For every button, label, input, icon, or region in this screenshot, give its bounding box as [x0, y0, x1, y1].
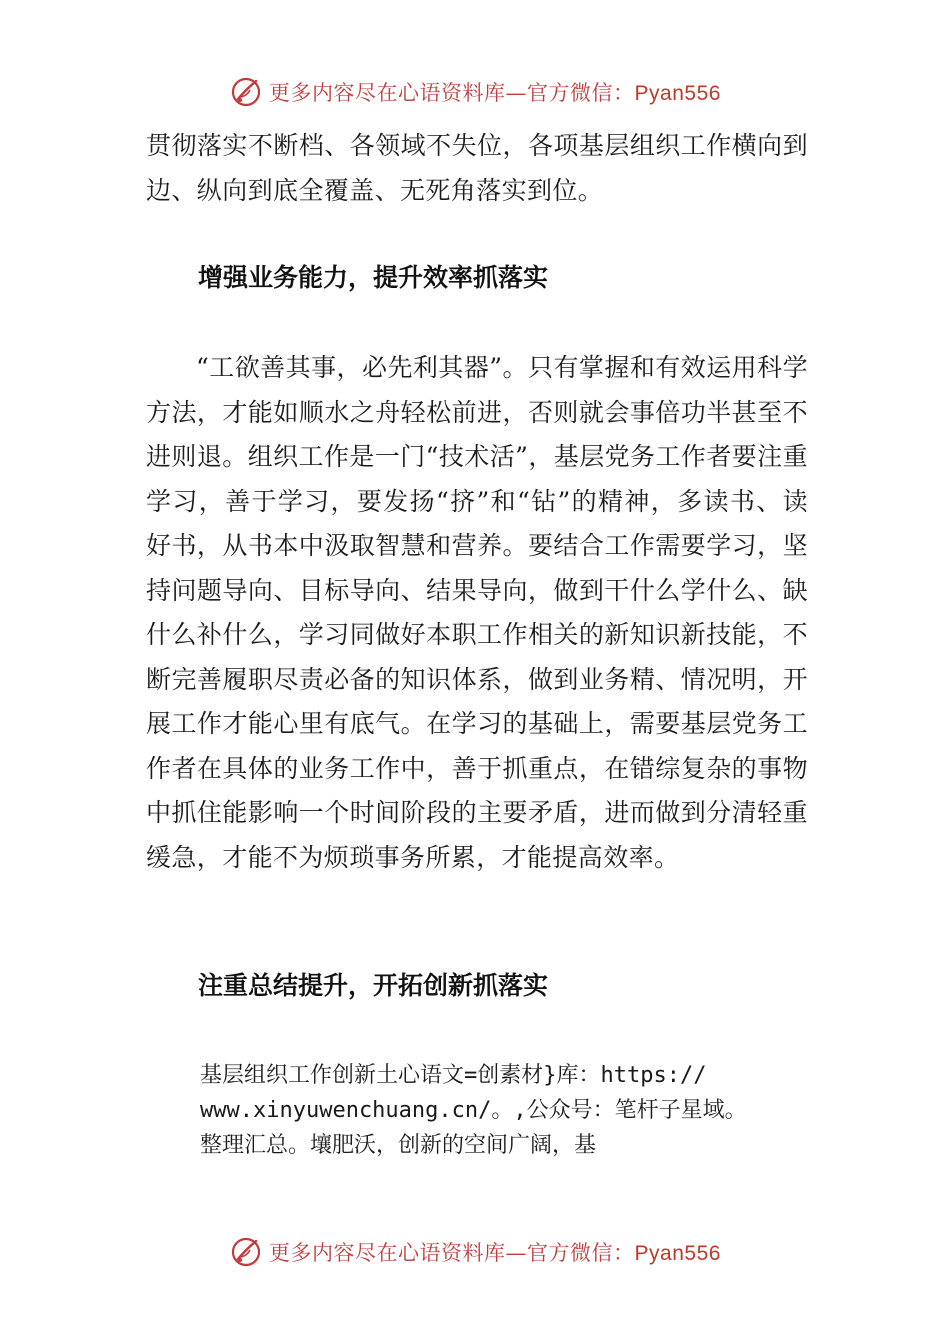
quill-swirl-icon [229, 75, 263, 109]
section-heading-capability: 增强业务能力，提升效率抓落实 [198, 263, 549, 292]
section-heading-innovation: 注重总结提升，开拓创新抓落实 [198, 971, 549, 1000]
paragraph-body: “工欲善其事，必先利其器”。只有掌握和有效运用科学方法，才能如顺水之舟轻松前进，否则就会事倍功半甚至不进则退。组织工作是一门“技术活”，基层党务工作者要注重学习，善于学习，要发扬“挤”和“钻”的精神，多读书、读好书，从书本中汲取智慧和营养。要结合工作需要学习，坚持问题导向、目标导向、结果导向，做到干什么学什么、缺什么补什么，学习同做好本职工作相关的新知识新技能，不断完善履职尽责必备的知识体系，做到业务精、情况明，开展工作才能心里有底气。在学习的基础上，需要基层党务工作者在具体的业务工作中，善于抓重点，在错综复杂的事物中抓住能影响一个时间阶段的主要矛盾，进而做到分清轻重缓急，才能不为烦琐事务所累，才能提高效率。 [146, 353, 808, 872]
paragraph-continuation: 贯彻落实不断档、各领域不失位，各项基层组织工作横向到边、纵向到底全覆盖、无死角落实到位。 [146, 131, 808, 205]
source-text-line: 基层组织工作创新土心语文=创素材}库：https:// [200, 1063, 707, 1088]
watermark-brand-text: 更多内容尽在心语资料库—官方微信：Pyan556 [269, 81, 721, 105]
wechat-id: Pyan556 [634, 1242, 721, 1265]
watermark-brand-text: 更多内容尽在心语资料库—官方微信：Pyan556 [269, 1241, 721, 1265]
quill-swirl-icon [229, 1235, 263, 1269]
wechat-id: Pyan556 [634, 82, 721, 105]
source-text-line: 整理汇总。壤肥沃，创新的空间广阔，基 [200, 1133, 597, 1158]
inserted-source-text [200, 1058, 820, 1163]
footer-watermark-banner [0, 1232, 950, 1272]
source-text-line: www.xinyuwenchuang.cn/。,公众号：笔杆子星域。 [200, 1098, 747, 1123]
header-watermark-banner [0, 72, 950, 112]
